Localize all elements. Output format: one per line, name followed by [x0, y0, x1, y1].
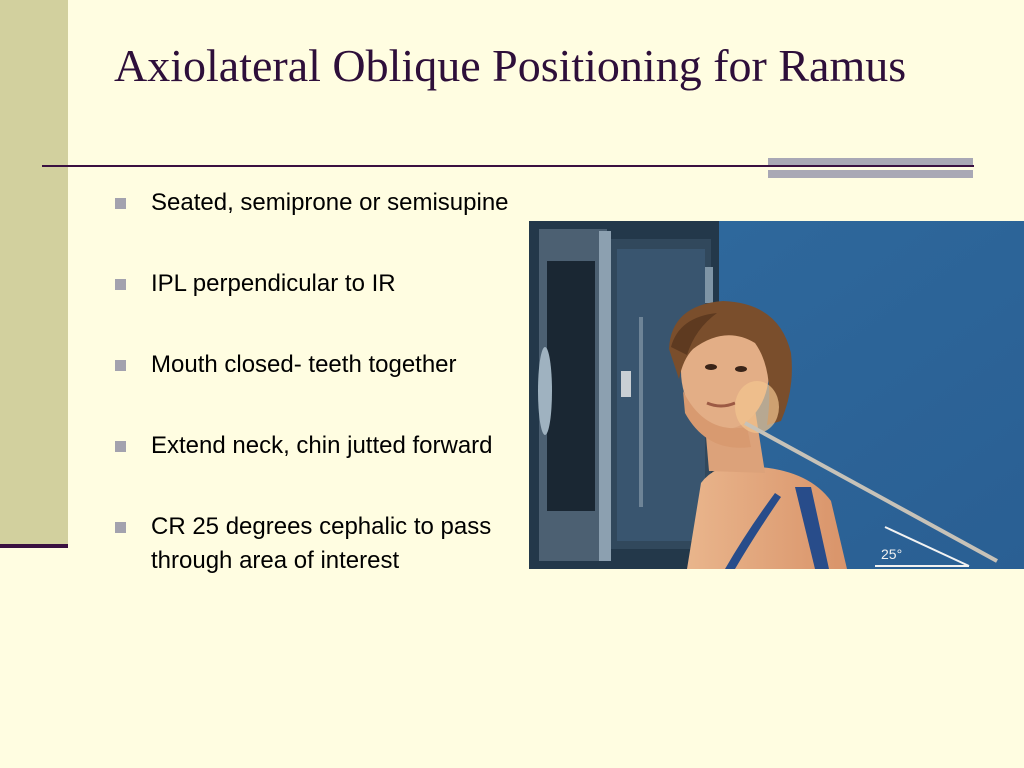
- bullet-item: [114, 429, 524, 463]
- bullet-text: Extend neck, chin jutted forward: [151, 432, 493, 459]
- title-divider: [42, 165, 974, 167]
- bullet-text: CR 25 degrees cephalic to pass through area of interest: [151, 513, 492, 574]
- angle-label: 25°: [881, 546, 903, 562]
- accent-bar-top: [768, 158, 973, 165]
- slide-title: Axiolateral Oblique Positioning for Ramus: [114, 40, 907, 91]
- bullet-item: [114, 186, 524, 220]
- bullet-text: Seated, semiprone or semisupine: [151, 189, 509, 216]
- bullet-list: [114, 186, 524, 625]
- side-band-rule: [0, 544, 68, 548]
- bullet-item: [114, 267, 524, 301]
- side-band: [0, 0, 68, 548]
- bullet-text: IPL perpendicular to IR: [151, 270, 396, 297]
- square-bullet-icon: [115, 198, 126, 209]
- bullet-item: [114, 510, 524, 578]
- positioning-photo: [529, 221, 1024, 569]
- square-bullet-icon: [115, 441, 126, 452]
- square-bullet-icon: [115, 522, 126, 533]
- square-bullet-icon: [115, 360, 126, 371]
- bullet-item: [114, 348, 524, 382]
- square-bullet-icon: [115, 279, 126, 290]
- bullet-text: Mouth closed- teeth together: [151, 351, 457, 378]
- accent-bar-bottom: [768, 170, 973, 178]
